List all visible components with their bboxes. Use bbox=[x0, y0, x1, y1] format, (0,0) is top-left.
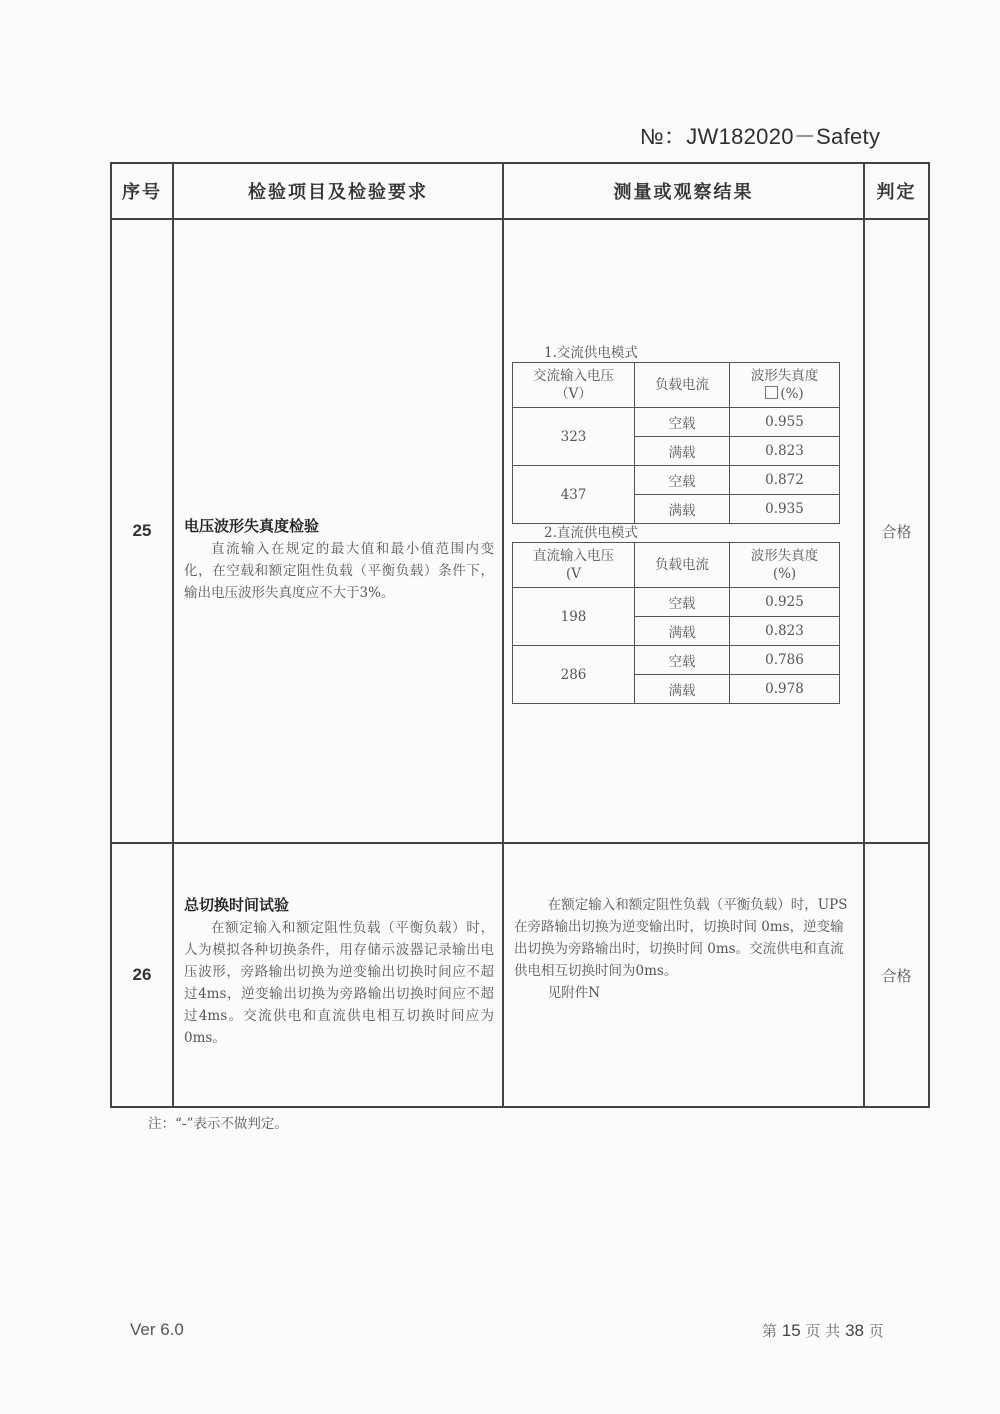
dc-voltage-cell: 286 bbox=[513, 646, 635, 704]
table-row bbox=[111, 843, 929, 1107]
verdict-cell: 合格 bbox=[864, 219, 929, 843]
dc-value-cell: 0.786 bbox=[730, 646, 840, 675]
dc-load-cell: 满载 bbox=[635, 675, 730, 704]
item-title: 电压波形失真度检验 bbox=[184, 516, 320, 535]
requirement-text: 在额定输入和额定阻性负载（平衡负载）时，人为模拟各种切换条件，用存储示波器记录输出电压波形，旁路输出切换为逆变输出切换时间应不超过4ms，逆变输出切换为旁路输出切换时间应不超过4ms。交流供电和直流供电相互切换时间应为0ms。 bbox=[184, 919, 494, 1046]
dc-col-voltage bbox=[513, 543, 635, 588]
row-seq: 26 bbox=[111, 843, 173, 1107]
header-item: 检验项目及检验要求 bbox=[173, 163, 503, 219]
document-number: №：JW182020－Safety bbox=[640, 124, 881, 149]
dc-col-voltage-label: 直流输入电压 bbox=[533, 548, 614, 564]
dc-value-cell: 0.978 bbox=[730, 675, 840, 704]
ac-col-distortion-unit: (%) bbox=[780, 386, 804, 402]
requirement-cell bbox=[173, 219, 503, 843]
dc-col-distortion bbox=[730, 543, 840, 588]
dc-voltage-cell: 198 bbox=[513, 588, 635, 646]
requirement-text: 直流输入在规定的最大值和最小值范围内变化，在空载和额定阻性负载（平衡负载）条件下，输出电压波形失真度应不大于3%。 bbox=[184, 540, 494, 601]
item-title: 总切换时间试验 bbox=[184, 895, 290, 914]
result-text: 在额定输入和额定阻性负载（平衡负载）时，UPS 在旁路输出切换为逆变输出时，切换时间 0ms，逆变输出切换为旁路输出时，切换时间 0ms。交流供电和直流供电相互切换时间为0ms。 bbox=[514, 897, 848, 979]
ac-col-voltage-label: 交流输入电压 bbox=[533, 368, 614, 384]
ac-load-cell: 满载 bbox=[635, 437, 730, 466]
header-result: 测量或观察结果 bbox=[503, 163, 864, 219]
dc-mode-table bbox=[512, 542, 840, 704]
ac-mode-table bbox=[512, 362, 840, 524]
dc-load-cell: 空载 bbox=[635, 588, 730, 617]
dc-col-load: 负载电流 bbox=[635, 543, 730, 588]
dc-col-distortion-unit: (%) bbox=[772, 566, 797, 582]
ac-col-voltage bbox=[513, 363, 635, 408]
table-row bbox=[111, 219, 929, 843]
page-number: 15 bbox=[781, 1321, 801, 1340]
ac-load-cell: 空载 bbox=[635, 408, 730, 437]
dc-col-voltage-unit: (V bbox=[565, 566, 582, 582]
page-mid: 页 共 bbox=[805, 1322, 841, 1340]
ac-col-distortion-label: 波形失真度 bbox=[750, 368, 819, 384]
dc-mode-caption: 2.直流供电模式 bbox=[544, 525, 638, 541]
header-seq: 序号 bbox=[111, 163, 173, 219]
attachment-ref: 见附件N bbox=[547, 985, 601, 1001]
ac-col-distortion bbox=[730, 363, 840, 408]
checkbox-icon bbox=[765, 386, 778, 399]
footnote: 注：“-”表示不做判定。 bbox=[148, 1116, 288, 1132]
ac-load-cell: 满载 bbox=[635, 495, 730, 524]
row-seq: 25 bbox=[111, 219, 173, 843]
ac-value-cell: 0.935 bbox=[730, 495, 840, 524]
dc-col-distortion-label: 波形失真度 bbox=[750, 548, 819, 564]
dc-value-cell: 0.925 bbox=[730, 588, 840, 617]
ac-col-voltage-unit: （V） bbox=[555, 386, 592, 402]
ac-value-cell: 0.955 bbox=[730, 408, 840, 437]
requirement-cell bbox=[173, 843, 503, 1107]
ac-load-cell: 空载 bbox=[635, 466, 730, 495]
ac-value-cell: 0.872 bbox=[730, 466, 840, 495]
result-cell bbox=[503, 843, 864, 1107]
page-prefix: 第 bbox=[762, 1322, 778, 1340]
ac-voltage-cell: 437 bbox=[513, 466, 635, 524]
dc-load-cell: 满载 bbox=[635, 617, 730, 646]
ac-col-load: 负载电流 bbox=[635, 363, 730, 408]
ac-voltage-cell: 323 bbox=[513, 408, 635, 466]
result-cell bbox=[503, 219, 864, 843]
dc-load-cell: 空载 bbox=[635, 646, 730, 675]
total-pages: 38 bbox=[845, 1321, 864, 1340]
page-suffix: 页 bbox=[868, 1322, 884, 1340]
inspection-table bbox=[110, 162, 930, 1108]
table-header-row bbox=[111, 163, 929, 219]
version-label: Ver 6.0 bbox=[130, 1320, 184, 1339]
ac-value-cell: 0.823 bbox=[730, 437, 840, 466]
page-indicator bbox=[762, 1320, 884, 1341]
verdict-cell: 合格 bbox=[864, 843, 929, 1107]
ac-mode-caption: 1.交流供电模式 bbox=[544, 345, 638, 361]
dc-value-cell: 0.823 bbox=[730, 617, 840, 646]
header-verdict: 判定 bbox=[864, 163, 929, 219]
